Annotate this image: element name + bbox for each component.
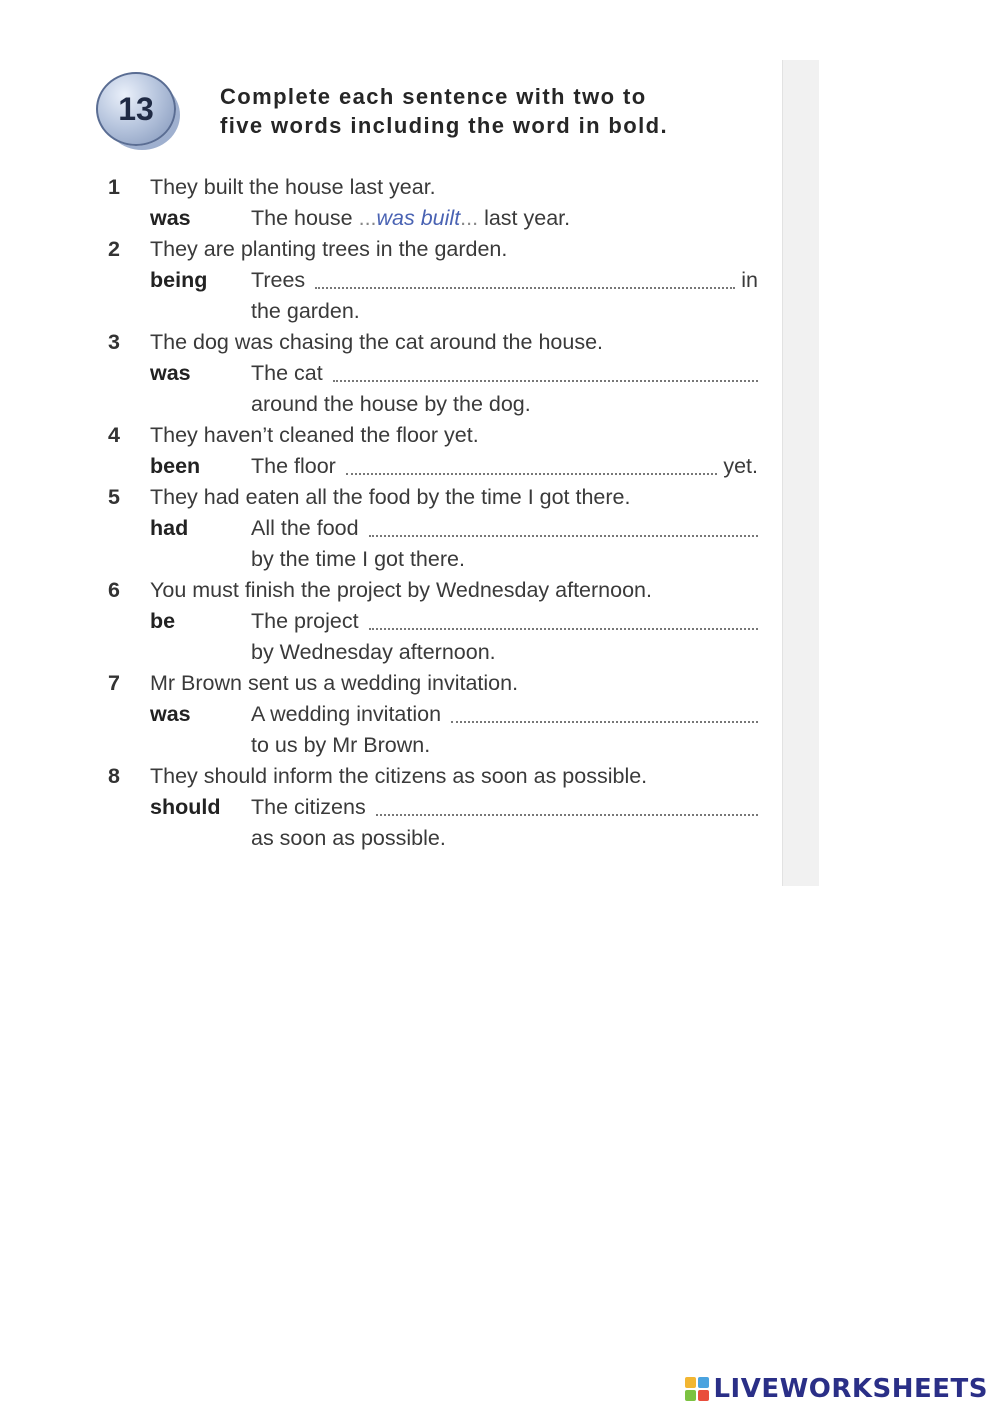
answer-lead: The citizens <box>251 795 366 819</box>
answer-prefix-dots: ... <box>358 206 377 230</box>
page-edge-strip <box>782 60 819 886</box>
answer-tail: yet. <box>723 454 758 478</box>
answer-blank[interactable] <box>369 627 758 630</box>
item-number: 8 <box>108 764 120 788</box>
item-number: 1 <box>108 175 120 199</box>
keyword: should <box>150 795 221 819</box>
answer-lead: The house <box>251 206 353 230</box>
example-answer: was built <box>376 206 461 230</box>
answer-lead: A wedding invitation <box>251 702 442 726</box>
answer-tail: last year. <box>484 206 571 230</box>
source-sentence: They haven’t cleaned the floor yet. <box>150 423 479 447</box>
answer-continuation: by Wednesday afternoon. <box>251 640 496 664</box>
item-number: 3 <box>108 330 120 354</box>
source-sentence: They should inform the citizens as soon as possible. <box>150 764 648 788</box>
answer-continuation: around the house by the dog. <box>251 392 531 416</box>
item-number: 2 <box>108 237 120 261</box>
answer-continuation: by the time I got there. <box>251 547 465 571</box>
instruction-line-1: Complete each sentence with two to <box>220 84 647 109</box>
answer-lead: Trees <box>251 268 306 292</box>
keyword: was <box>150 702 191 726</box>
keyword: being <box>150 268 208 292</box>
logo-square-4 <box>698 1390 709 1401</box>
logo-text: LIVEWORKSHEETS <box>713 1374 988 1404</box>
exercise-items <box>108 172 758 854</box>
keyword: had <box>150 516 189 540</box>
exercise-item-3 <box>108 327 758 420</box>
instructions <box>220 82 760 140</box>
exercise-item-7 <box>108 668 758 761</box>
exercise-number-badge <box>96 72 176 146</box>
answer-tail: in <box>741 268 758 292</box>
source-sentence: You must finish the project by Wednesday afternoon. <box>150 578 652 602</box>
answer-continuation: the garden. <box>251 299 360 323</box>
source-sentence: The dog was chasing the cat around the house. <box>150 330 604 354</box>
logo-square-1 <box>685 1377 696 1388</box>
answer-blank[interactable] <box>451 720 758 723</box>
exercise-number: 13 <box>118 90 154 127</box>
answer-suffix-dots: ... <box>460 206 479 230</box>
keyword: be <box>150 609 176 633</box>
keyword: was <box>150 361 191 385</box>
source-sentence: They had eaten all the food by the time I got there. <box>150 485 631 509</box>
item-number: 7 <box>108 671 120 695</box>
exercise-item-1 <box>108 172 758 234</box>
answer-continuation: as soon as possible. <box>251 826 446 850</box>
answer-blank[interactable] <box>333 379 758 382</box>
answer-blank[interactable] <box>315 286 735 289</box>
exercise-item-4 <box>108 420 758 482</box>
keyword: been <box>150 454 201 478</box>
item-number: 6 <box>108 578 120 602</box>
answer-blank[interactable] <box>369 534 758 537</box>
item-number: 4 <box>108 423 120 447</box>
logo-square-2 <box>698 1377 709 1388</box>
exercise-item-6 <box>108 575 758 668</box>
answer-lead: All the food <box>251 516 359 540</box>
logo-square-3 <box>685 1390 696 1401</box>
source-sentence: They built the house last year. <box>150 175 436 199</box>
exercise-item-5 <box>108 482 758 575</box>
source-sentence: They are planting trees in the garden. <box>150 237 508 261</box>
answer-lead: The floor <box>251 454 336 478</box>
exercise-item-2 <box>108 234 758 327</box>
answer-continuation: to us by Mr Brown. <box>251 733 431 757</box>
item-number: 5 <box>108 485 120 509</box>
keyword: was <box>150 206 191 230</box>
answer-blank[interactable] <box>346 472 717 475</box>
exercise-item-8 <box>108 761 758 854</box>
answer-blank[interactable] <box>376 813 758 816</box>
instruction-line-2: five words including the word in bold. <box>220 113 668 138</box>
liveworksheets-logo <box>685 1374 988 1404</box>
source-sentence: Mr Brown sent us a wedding invitation. <box>150 671 519 695</box>
answer-lead: The cat <box>251 361 323 385</box>
answer-lead: The project <box>251 609 359 633</box>
liveworksheets-grid-icon <box>685 1377 709 1401</box>
